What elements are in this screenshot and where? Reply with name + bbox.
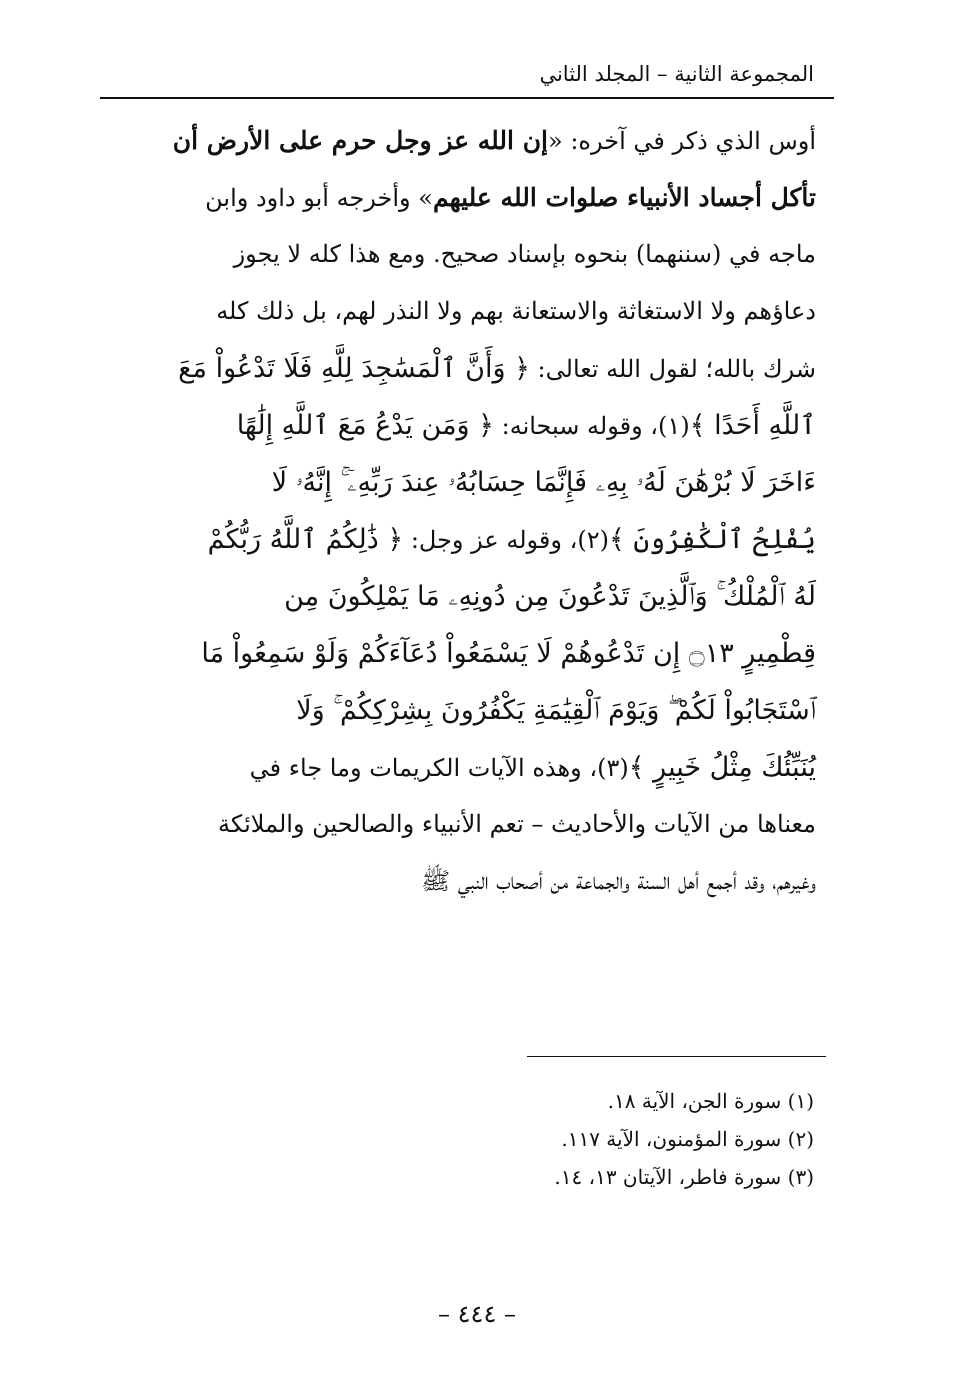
body-line	[100, 511, 816, 568]
body-text-run: ماجه في (سننهما) بنحوه بإسناد صحيح. ومع هذا كله لا يجوز	[233, 240, 816, 268]
hadith-bold-text: تأكل أجساد الأنبياء صلوات الله عليهم	[432, 183, 816, 212]
footnote-separator	[527, 1056, 826, 1057]
body-text-run: (٣)، وهذه الآيات الكريمات وما جاء في	[249, 754, 629, 782]
quran-verse-text: قِطْمِيرٍ ۝١٣ إِن تَدْعُوهُمْ لَا يَسْمَعُواْ دُعَآءَكُمْ وَلَوْ سَمِعُواْ مَا	[201, 638, 816, 669]
body-line	[100, 796, 816, 853]
body-line	[100, 226, 816, 283]
body-text	[100, 112, 816, 910]
quran-verse-text: ﴿ وَمَن يَدْعُ مَعَ ٱللَّهِ إِلَٰهًا	[236, 410, 494, 441]
body-line	[100, 853, 816, 910]
quran-verse-text: ٱللَّهِ أَحَدًا ﴾	[689, 410, 816, 441]
body-text-run: وغيرهم، وقد أجمع أهل السنة والجماعة من أصحاب النبي ﷺ	[421, 867, 816, 895]
quran-verse-text: ءَاخَرَ لَا بُرْهَٰنَ لَهُۥ بِهِۦ فَإِنَّمَا حِسَابُهُۥ عِندَ رَبِّهِۦٓ ۚ إِنَّهُۥ لَا	[271, 467, 816, 498]
body-text-run: شرك بالله؛ لقول الله تعالى:	[529, 355, 816, 383]
body-text-run: معناها من الآيات والأحاديث – تعم الأنبياء والصالحين والملائكة	[217, 810, 816, 838]
quran-verse-text: ﴿ ذَٰلِكُمُ ٱللَّهُ رَبُّكُمْ	[207, 524, 404, 555]
body-text-run: دعاؤهم ولا الاستغاثة والاستعانة بهم ولا النذر لهم، بل ذلك كله	[216, 297, 816, 325]
body-line	[100, 112, 816, 169]
footnote-1: (١) سورة الجن، الآية ١٨.	[607, 1089, 814, 1113]
quran-verse-text: يُفْلِحُ ٱلْكَٰفِرُونَ ﴾	[608, 524, 816, 555]
body-line	[100, 625, 816, 682]
body-text-run: » وأخرجه أبو داود وابن	[205, 184, 433, 212]
hadith-bold-text: إن الله عز وجل حرم على الأرض أن	[172, 126, 549, 155]
footnote-2: (٢) سورة المؤمنون، الآية ١١٧.	[561, 1127, 814, 1151]
body-line	[100, 283, 816, 340]
body-text-run: (١)، وقوله سبحانه:	[493, 412, 690, 440]
quran-verse-text: يُنَبِّئُكَ مِثْلُ خَبِيرٍ ﴾	[628, 752, 816, 783]
quran-verse-text: لَهُ ٱلْمُلْكُ ۚ وَٱلَّذِينَ تَدْعُونَ مِن دُونِهِۦ مَا يَمْلِكُونَ مِن	[284, 581, 816, 612]
footnotes	[554, 1082, 814, 1196]
body-line	[100, 568, 816, 625]
header-rule	[100, 97, 834, 99]
body-line	[100, 682, 816, 739]
body-line	[100, 397, 816, 454]
footnote-3: (٣) سورة فاطر، الآيتان ١٣، ١٤.	[554, 1165, 814, 1189]
body-text-run: أوس الذي ذكر في آخره: «	[548, 127, 816, 155]
running-head: المجموعة الثانية – المجلد الثاني	[539, 62, 814, 86]
body-line	[100, 169, 816, 226]
body-line	[100, 340, 816, 397]
body-line	[100, 454, 816, 511]
quran-verse-text: ﴿ وَأَنَّ ٱلْمَسَٰجِدَ لِلَّهِ فَلَا تَدْعُواْ مَعَ	[178, 353, 530, 384]
quran-verse-text: ٱسْتَجَابُواْ لَكُمْ ۖ وَيَوْمَ ٱلْقِيَٰمَةِ يَكْفُرُونَ بِشِرْكِكُمْ ۚ وَلَا	[296, 695, 816, 726]
body-text-run: (٢)، وقوله عز وجل:	[403, 526, 609, 554]
body-line	[100, 739, 816, 796]
page-number: – ٤٤٤ –	[438, 1300, 516, 1328]
